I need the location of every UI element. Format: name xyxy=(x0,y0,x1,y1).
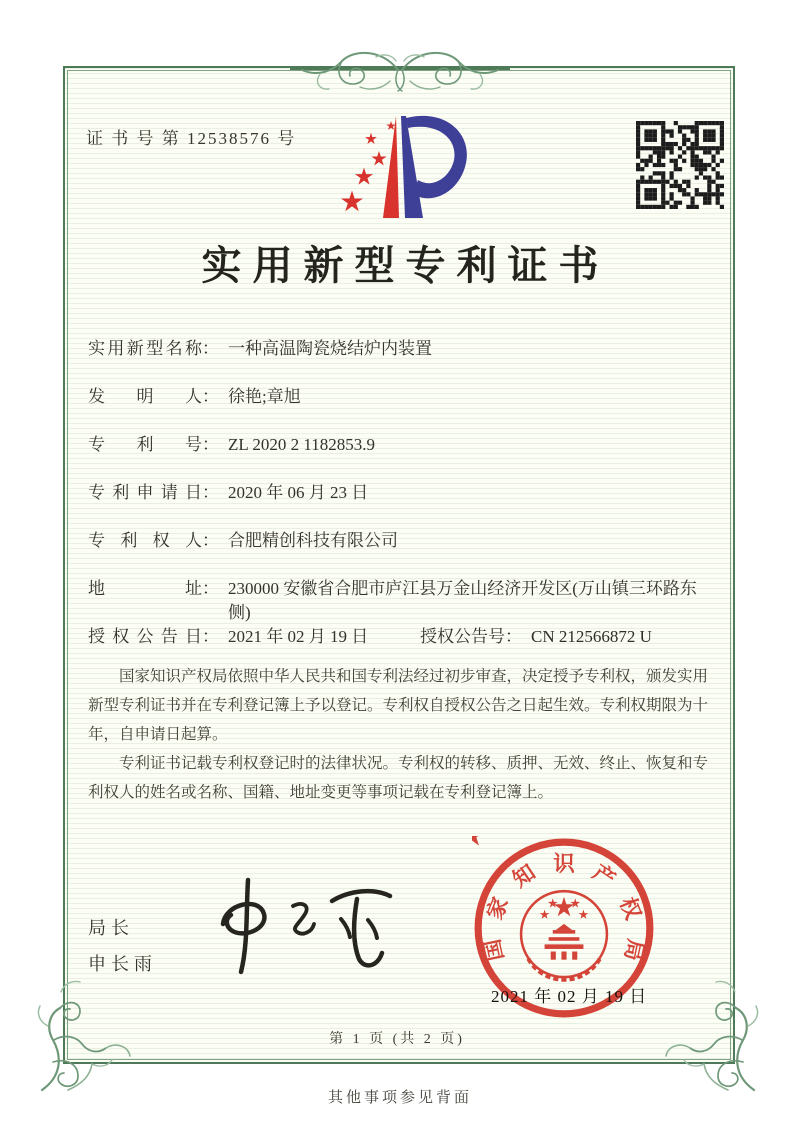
certificate-fields xyxy=(88,337,714,673)
back-note: 其他事项参见背面 xyxy=(327,1090,472,1106)
field-label: 授权公告日 xyxy=(88,627,202,646)
qr-code xyxy=(636,121,724,209)
field-colon: ： xyxy=(202,579,219,598)
certificate-number: 证 书 号 第 12538576 号 xyxy=(86,129,297,148)
svg-text:国: 国 xyxy=(480,937,509,963)
signer-block xyxy=(88,910,157,982)
field-group xyxy=(420,625,652,649)
field-colon: ： xyxy=(202,531,219,550)
svg-text:权: 权 xyxy=(615,893,646,923)
field-colon: ： xyxy=(202,435,219,454)
field-label: 专利申请日 xyxy=(88,483,202,502)
field-value: CN 212566872 U xyxy=(531,627,652,646)
field-label: 专利权人 xyxy=(88,531,202,550)
field-label: 实用新型名称 xyxy=(88,339,202,358)
field-colon: ： xyxy=(505,627,522,646)
field-label: 发明人 xyxy=(88,387,202,406)
svg-text:局: 局 xyxy=(619,937,648,963)
field-value: 2020 年 06 月 23 日 xyxy=(228,483,369,502)
field-label: 专利号 xyxy=(88,435,202,454)
field-row xyxy=(88,433,714,481)
field-colon: ： xyxy=(202,387,219,406)
signature-icon xyxy=(205,872,420,980)
field-colon: ： xyxy=(202,627,219,646)
field-row xyxy=(88,337,714,385)
field-value: 合肥精创科技有限公司 xyxy=(228,531,398,550)
field-value: 230000 安徽省合肥市庐江县万金山经济开发区(万山镇三环路东侧) xyxy=(228,579,697,622)
field-row xyxy=(88,481,714,529)
legal-paragraph: 国家知识产权局依照中华人民共和国专利法经过初步审查，决定授予专利权，颁发实用新型专利证书并在专利登记簿上予以登记。专利权自授权公告之日起生效。专利权期限为十年，自申请日起算。 xyxy=(88,668,709,743)
field-row xyxy=(88,577,714,625)
field-row xyxy=(88,385,714,433)
seal-date: 2021 年 02 月 19 日 xyxy=(491,987,648,1006)
field-label: 地址 xyxy=(88,579,202,598)
field-value: ZL 2020 2 1182853.9 xyxy=(228,435,376,454)
field-value: 徐艳;章旭 xyxy=(228,387,301,406)
field-row xyxy=(88,529,714,577)
certificate-title: 实用新型专利证书 xyxy=(201,243,610,288)
field-value: 2021 年 02 月 19 日 xyxy=(228,627,369,646)
svg-text:识: 识 xyxy=(553,851,575,876)
svg-text:产: 产 xyxy=(588,860,620,892)
legal-paragraph: 专利证书记载专利权登记时的法律状况。专利权的转移、质押、无效、终止、恢复和专利权人的姓名或名称、国籍、地址变更等事项记载在专利登记簿上。 xyxy=(88,755,709,801)
field-colon: ： xyxy=(202,339,219,358)
page-indicator: 第 1 页 (共 2 页) xyxy=(329,1032,465,1047)
svg-text:家: 家 xyxy=(482,893,513,923)
svg-text:知: 知 xyxy=(508,860,540,892)
field-value: 一种高温陶瓷烧结炉内装置 xyxy=(228,339,432,358)
cnipa-logo-icon xyxy=(333,108,473,234)
top-flourish-icon xyxy=(290,43,510,95)
field-colon: ： xyxy=(202,483,219,502)
signer-title: 局长 xyxy=(88,918,134,938)
field-label: 授权公告号 xyxy=(420,627,505,646)
signer-name: 申长雨 xyxy=(88,954,157,974)
legal-paragraphs xyxy=(88,662,713,807)
